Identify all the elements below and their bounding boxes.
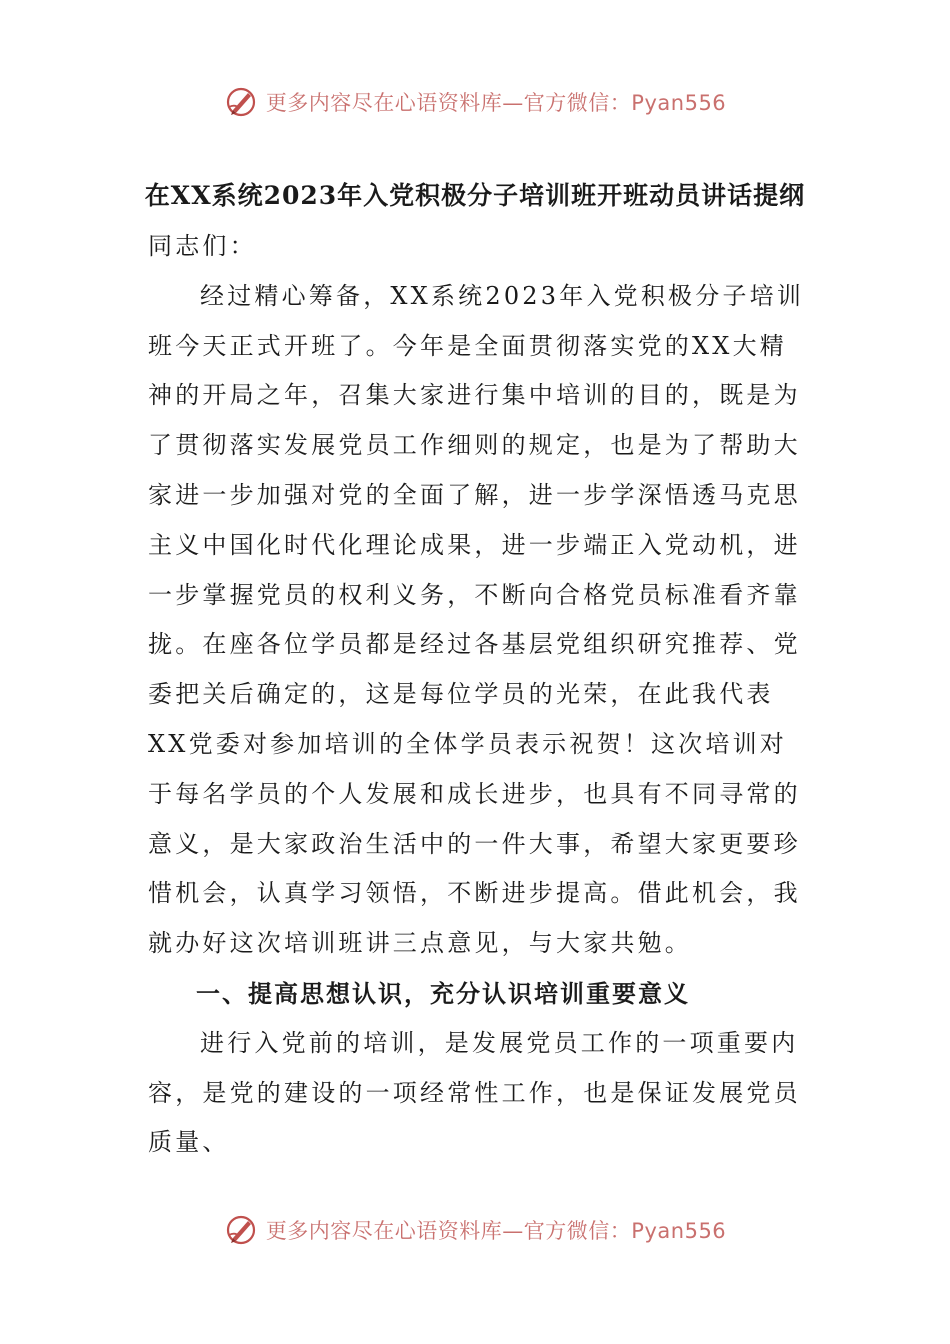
pen-logo-icon	[224, 1213, 258, 1247]
paragraph-section-1: 进行入党前的培训，是发展党员工作的一项重要内容，是党的建设的一项经常性工作，也是保证发展党员质量、	[148, 1028, 801, 1157]
document-body	[148, 222, 808, 1168]
watermark-text: 更多内容尽在心语资料库—官方微信：Pyan556	[265, 1219, 727, 1243]
pen-logo-icon	[224, 85, 258, 119]
paragraph-intro: 经过精心筹备，XX系统2023年入党积极分子培训班今天正式开班了。今年是全面贯彻落实党的XX大精神的开局之年，召集大家进行集中培训的目的，既是为了贯彻落实发展党员工作细则的规定，也是为了帮助大家进一步加强对党的全面了解，进一步学深悟透马克思主义中国化时代化理论成果，进一步端正入党动机，进一步掌握党员的权利义务，不断向合格党员标准看齐靠拢。在座各位学员都是经过各基层党组织研究推荐、党委把关后确定的，这是每位学员的光荣，在此我代表XX党委对参加培训的全体学员表示祝贺！这次培训对于每名学员的个人发展和成长进步，也具有不同寻常的意义，是大家政治生活中的一件大事，希望大家更要珍惜机会，认真学习领悟，不断进步提高。借此机会，我就办好这次培训班讲三点意见，与大家共勉。	[148, 281, 805, 958]
document-title: 在XX系统2023年入党积极分子培训班开班动员讲话提纲	[144, 181, 806, 210]
watermark-footer	[0, 1210, 950, 1250]
watermark-header	[0, 82, 950, 122]
salutation: 同志们：	[148, 232, 257, 260]
watermark-text: 更多内容尽在心语资料库—官方微信：Pyan556	[265, 91, 727, 115]
section-heading-1: 一、提高思想认识，充分认识培训重要意义	[196, 978, 690, 1008]
